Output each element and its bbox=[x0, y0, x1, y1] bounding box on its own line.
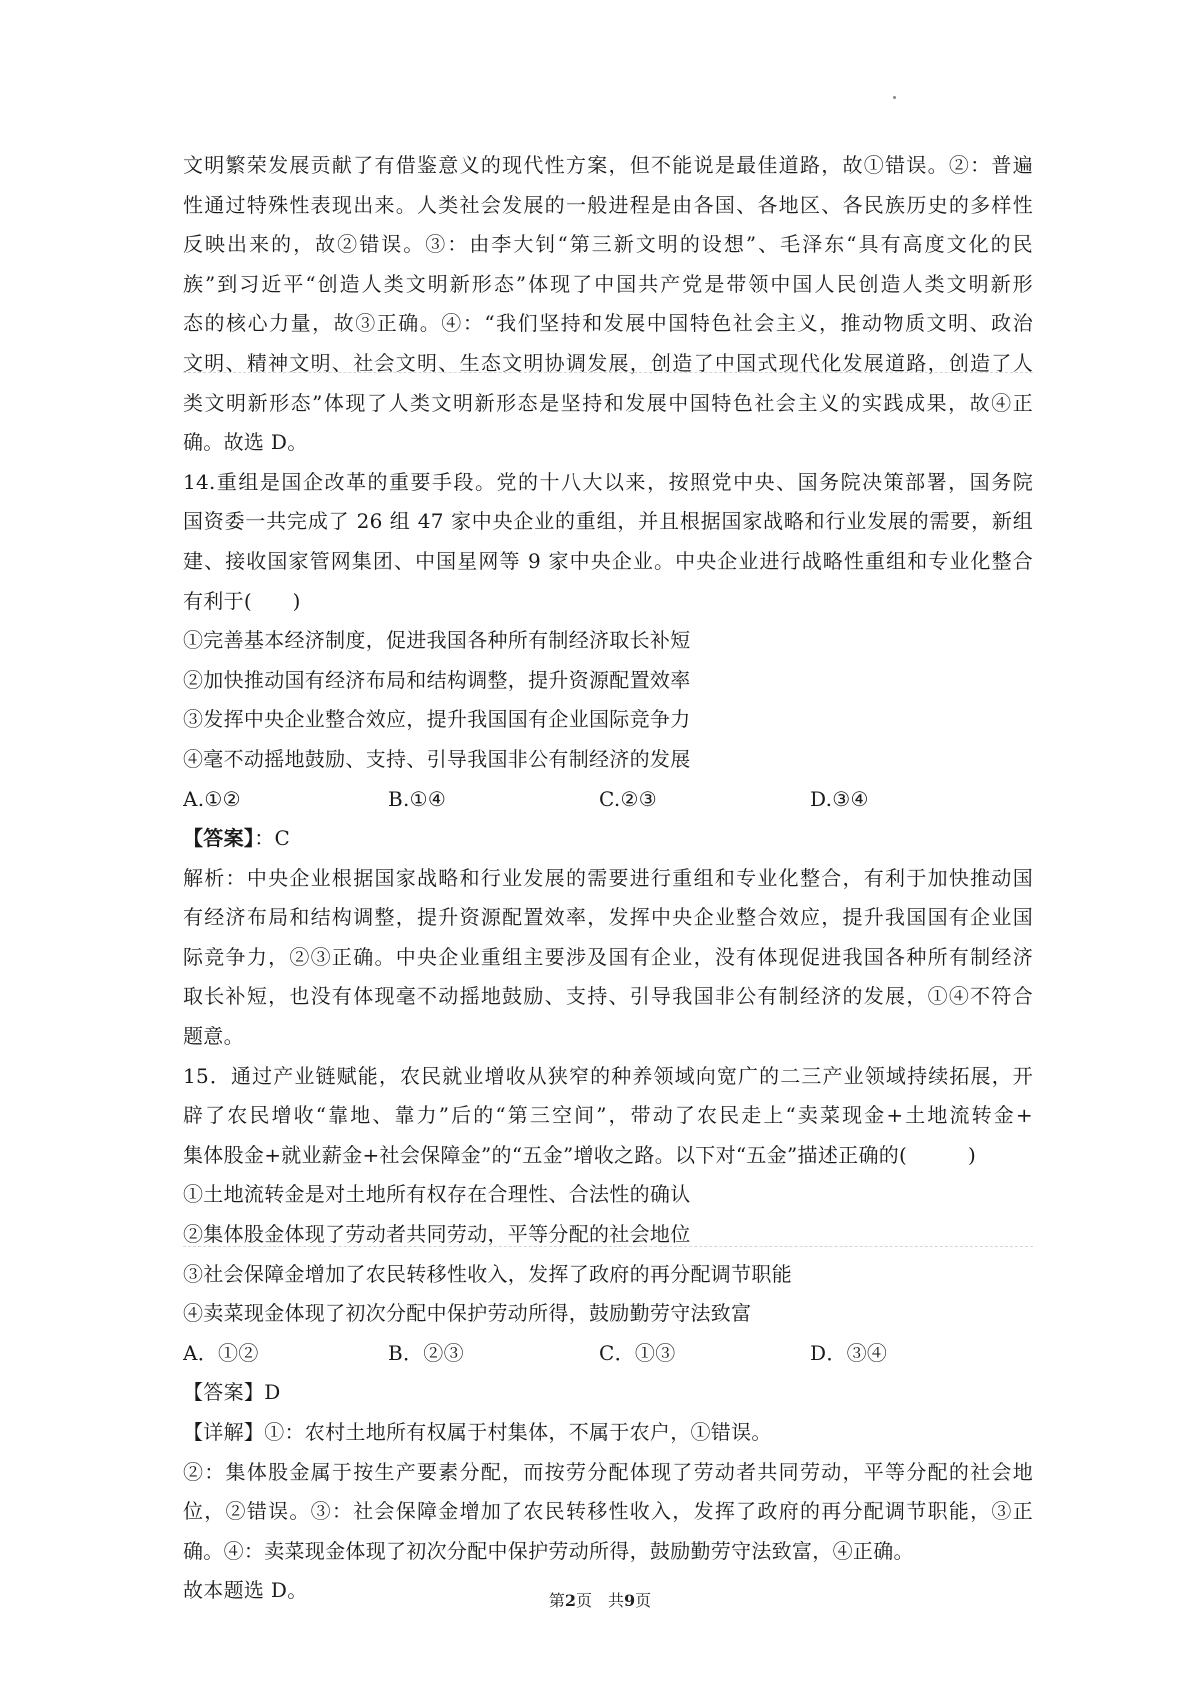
scan-dot bbox=[893, 96, 896, 99]
statement-item: ②集体股金体现了劳动者共同劳动，平等分配的社会地位 bbox=[183, 1222, 691, 1247]
page-footer bbox=[0, 1588, 1200, 1611]
detail-line: 位，②错误。③：社会保障金增加了农民转移性收入，发挥了政府的再分配调节职能，③正 bbox=[183, 1499, 1033, 1524]
option-d: D.③④ bbox=[810, 786, 869, 811]
detail-line: ②：集体股金属于按生产要素分配，而按劳分配体现了劳动者共同劳动，平等分配的社会地 bbox=[183, 1459, 1033, 1484]
detail-line: 故本题选 D。 bbox=[183, 1578, 308, 1603]
option-b: B．②③ bbox=[388, 1340, 464, 1365]
statement-item: ②加快推动国有经济布局和结构调整，提升资源配置效率 bbox=[183, 667, 691, 692]
footer-suffix: 页 bbox=[635, 1591, 652, 1610]
option-c: C.②③ bbox=[599, 786, 658, 811]
detail-line: 确。④：卖菜现金体现了初次分配中保护劳动所得，鼓励勤劳守法致富，④正确。 bbox=[183, 1538, 914, 1563]
question-stem-line: 国资委一共完成了 26 组 47 家中央企业的重组，并且根据国家战略和行业发展的需要，新组 bbox=[183, 509, 1033, 534]
question-stem-line: 有利于( ) bbox=[183, 588, 301, 613]
text-line: 确。故选 D。 bbox=[183, 430, 308, 455]
statement-item: ③社会保障金增加了农民转移性收入，发挥了政府的再分配调节职能 bbox=[183, 1261, 792, 1286]
analysis-line: 际竞争力，②③正确。中央企业重组主要涉及国有企业，没有体现促进我国各种所有制经济 bbox=[183, 944, 1033, 969]
option-c: C．①③ bbox=[599, 1340, 676, 1365]
text-line: 类文明新形态”体现了人类文明新形态是坚持和发展中国特色社会主义的实践成果，故④正 bbox=[183, 390, 1033, 415]
question-15 bbox=[183, 1057, 1033, 1611]
text-line: 族”到习近平“创造人类文明新形态”体现了中国共产党是带领中国人民创造人类文明新形 bbox=[183, 271, 1033, 296]
answer-line bbox=[183, 819, 1033, 859]
question-stem-line: 辟了农民增收“靠地、靠力”后的“第三空间”，带动了农民走上“卖菜现金+土地流转金+ bbox=[183, 1103, 1033, 1128]
page-number: 2 bbox=[564, 1591, 576, 1610]
analysis-line: 有经济布局和结构调整，提升资源配置效率，发挥中央企业整合效应，提升我国国有企业国 bbox=[183, 905, 1033, 930]
analysis-line: 取长补短，也没有体现毫不动摇地鼓励、支持、引导我国非公有制经济的发展，①④不符合 bbox=[183, 984, 1033, 1009]
answer-options bbox=[183, 780, 1033, 820]
text-line: 态的核心力量，故③正确。④：“我们坚持和发展中国特色社会主义，推动物质文明、政治 bbox=[183, 311, 1033, 336]
document-body bbox=[183, 146, 1033, 1611]
answer-label: 【答案】 bbox=[183, 826, 255, 851]
analysis-line: 解析：中央企业根据国家战略和行业发展的需要进行重组和专业化整合，有利于加快推动国 bbox=[183, 865, 1033, 890]
question-stem-line: 建、接收国家管网集团、中国星网等 9 家中央企业。中央企业进行战略性重组和专业化整合 bbox=[183, 548, 1033, 573]
answer-options bbox=[183, 1334, 1033, 1374]
option-d: D．③④ bbox=[810, 1340, 888, 1365]
text-line: 反映出来的，故②错误。③：由李大钊“第三新文明的设想”、毛泽东“具有高度文化的民 bbox=[183, 232, 1033, 257]
text-line: 性通过特殊性表现出来。人类社会发展的一般进程是由各国、各地区、各民族历史的多样性 bbox=[183, 192, 1033, 217]
analysis-line: 题意。 bbox=[183, 1024, 244, 1049]
footer-prefix: 第 bbox=[548, 1591, 565, 1610]
answer-value: ：C bbox=[254, 826, 291, 851]
answer-line: 【答案】D bbox=[183, 1380, 281, 1405]
question-stem-line: 15．通过产业链赋能，农民就业增收从狭窄的种养领域向宽广的二三产业领域持续拓展，开 bbox=[183, 1063, 1033, 1088]
question-stem-line: 14.重组是国企改革的重要手段。党的十八大以来，按照党中央、国务院决策部署，国务院 bbox=[183, 469, 1033, 494]
total-pages: 9 bbox=[624, 1591, 636, 1610]
statement-item: ④毫不动摇地鼓励、支持、引导我国非公有制经济的发展 bbox=[183, 746, 691, 771]
detail-line: 【详解】①：农村土地所有权属于村集体，不属于农户，①错误。 bbox=[183, 1420, 772, 1444]
question-14 bbox=[183, 463, 1033, 1057]
prev-analysis bbox=[183, 146, 1033, 463]
text-line: 文明繁荣发展贡献了有借鉴意义的现代性方案，但不能说是最佳道路，故①错误。②：普遍 bbox=[183, 153, 1033, 177]
statement-item: ④卖菜现金体现了初次分配中保护劳动所得，鼓励勤劳守法致富 bbox=[183, 1301, 752, 1326]
statement-item: ①完善基本经济制度，促进我国各种所有制经济取长补短 bbox=[183, 628, 691, 653]
footer-middle: 页 共 bbox=[575, 1591, 624, 1610]
statement-item: ③发挥中央企业整合效应，提升我国国有企业国际竞争力 bbox=[183, 707, 691, 732]
statement-item: ①土地流转金是对土地所有权存在合理性、合法性的确认 bbox=[183, 1182, 691, 1207]
question-stem-line: 集体股金+就业薪金+社会保障金”的“五金”增收之路。以下对“五金”描述正确的( ) bbox=[183, 1142, 977, 1167]
option-b: B.①④ bbox=[388, 786, 447, 811]
option-a: A．①② bbox=[183, 1340, 259, 1365]
option-a: A.①② bbox=[183, 786, 241, 811]
text-line: 文明、精神文明、社会文明、生态文明协调发展，创造了中国式现代化发展道路，创造了人 bbox=[183, 350, 1033, 375]
